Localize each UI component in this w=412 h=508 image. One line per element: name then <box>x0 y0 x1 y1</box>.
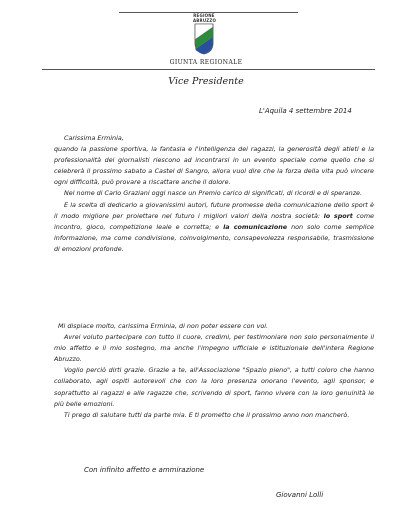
office-title: Vice Presidente <box>168 76 244 87</box>
paragraph-3-bold-communication: la comunicazione <box>223 222 288 231</box>
institution-name: GIUNTA REGIONALE <box>169 59 243 66</box>
signature-name: Giovanni Lolli <box>276 491 324 499</box>
paragraph-3 <box>54 200 374 255</box>
paragraph-2: Nel nome di Carlo Graziani oggi nasce un Premio carico di significati, di ricordi e di speranze. <box>64 189 363 198</box>
paragraph-1: quando la passione sportiva, la fantasia e l'intelligenza dei ragazzi, la generosità degli atleti e la professionalità dei giornalisti riescono ad incontrarsi in un evento speciale come quello che si celebrerà il prossimo sabato a Castel di Sangro, allora vuol dire che la forza della vita può vincere ogni difficoltà, può provare a riscattare anche il dolore. <box>54 145 374 187</box>
paragraph-5: Avrei voluto partecipare con tutto il cuore, credimi, per testimoniare non solo personalmente il mio affetto e il mio sostegno, ma anche l'impegno ufficiale e istituzionale dell'intera Regione Abruzzo. <box>54 333 374 364</box>
logo-text: REGIONE ABRUZZO <box>193 13 217 23</box>
coat-of-arms-icon <box>194 23 214 55</box>
paragraph-4: Mi dispiace molto, carissima Erminia, di non poter essere con voi. <box>58 322 269 330</box>
salutation: Carissima Erminia, <box>64 134 124 142</box>
paragraph-3-text-a: E la scelta di dedicarlo a giovanissimi autori, future promesse della comunicazione dello sport è il modo migliore per proiettare nel futuro i migliori valori della nostra società: <box>54 200 374 220</box>
paragraph-3-bold-sport: lo sport <box>323 211 353 220</box>
paragraph-7: Ti prego di salutare tutti da parte mia. E ti prometto che il prossimo anno non mancherò. <box>64 410 350 419</box>
letter-body-2 <box>54 321 374 421</box>
closing-line: Con infinito affetto e ammirazione <box>84 466 205 474</box>
paragraph-6: Voglio perciò dirti grazie. Grazie a te, all'Associazione "Spazio pieno", a tutti coloro che hanno collaborato, agli ospiti autorevoli che con la loro presenza onorano l'evento, agli sponsor, e soprattutto ai ragazzi e alle ragazze che, scrivendo di sport, fanno vivere con la loro genuinità le più belle emozioni. <box>54 366 374 408</box>
paragraph-3-text-d: non solo come semplice informazione, ma come condivisione, coinvolgimento, consapevolezza responsabile, trasmissione di emozioni profonde. <box>54 222 374 253</box>
header-rule <box>42 69 375 70</box>
paragraph-3-text-c: come incontro, gioco, competizione leale e corretta; e <box>54 211 374 231</box>
letter-body <box>54 133 374 255</box>
region-logo <box>193 13 215 57</box>
letter-date: L'Aquila 4 settembre 2014 <box>259 107 352 115</box>
